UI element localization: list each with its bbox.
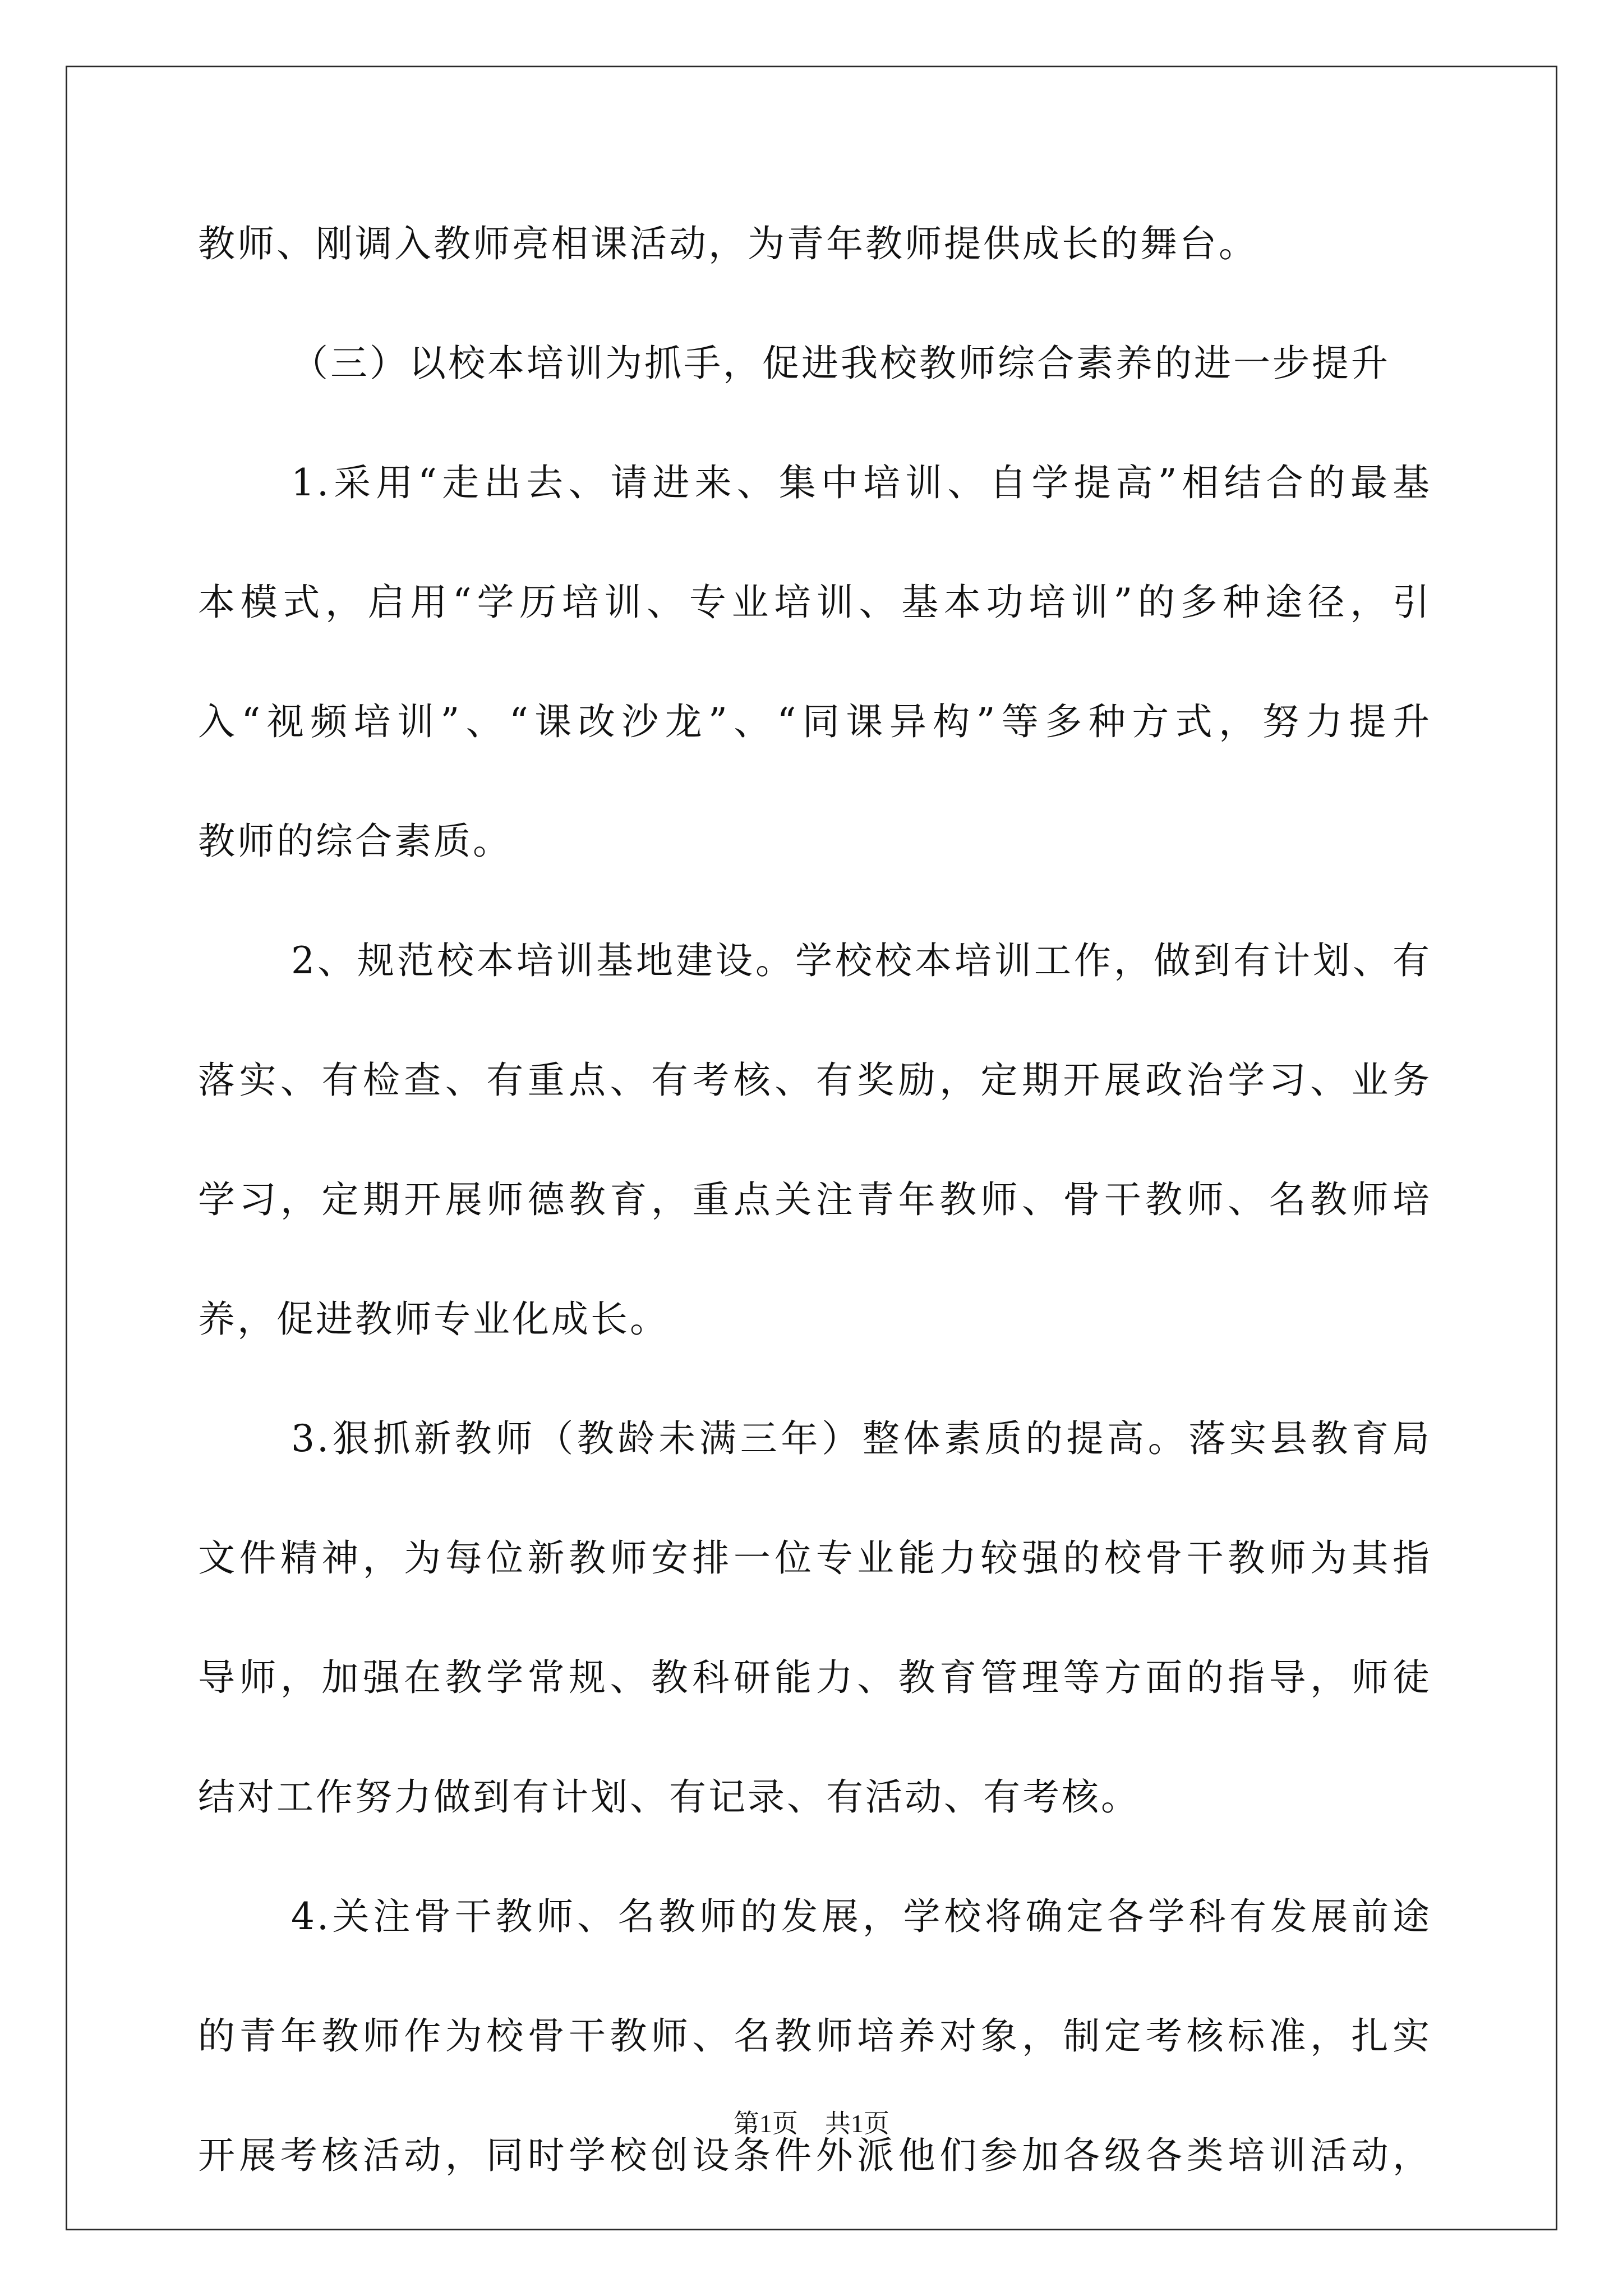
text-line: 文件精神，为每位新教师安排一位专业能力较强的校骨干教师为其指: [198, 1536, 1432, 1580]
text-line: 教师、刚调入教师亮相课活动，为青年教师提供成长的舞台。: [198, 222, 1258, 265]
text-line: 本模式，启用“学历培训、专业培训、基本功培训”的多种途径，引: [198, 581, 1432, 624]
document-body: [198, 216, 1432, 2247]
text-line: 入“视频培训”、“课改沙龙”、“同课异构”等多种方式，努力提升: [198, 700, 1432, 743]
page-footer: [0, 2107, 1623, 2141]
page-number: 第1页: [734, 2109, 798, 2138]
page-total: 共1页: [825, 2109, 889, 2138]
text-line: 3.狠抓新教师（教龄未满三年）整体素质的提高。落实县教育局: [291, 1417, 1432, 1460]
text-line: 教师的综合素质。: [198, 820, 512, 863]
text-line: 结对工作努力做到有计划、有记录、有活动、有考核。: [198, 1775, 1140, 1819]
text-line: 4.关注骨干教师、名教师的发展，学校将确定各学科有发展前途: [291, 1895, 1432, 1938]
text-line: 开展考核活动，同时学校创设条件外派他们参加各级各类培训活动，: [198, 2134, 1432, 2177]
text-line: 的青年教师作为校骨干教师、名教师培养对象，制定考核标准，扎实: [198, 2014, 1432, 2058]
text-line: 落实、有检查、有重点、有考核、有奖励，定期开展政治学习、业务: [198, 1059, 1432, 1102]
text-line: 2、规范校本培训基地建设。学校校本培训工作，做到有计划、有: [291, 939, 1432, 982]
text-line: 1.采用“走出去、请进来、集中培训、自学提高”相结合的最基: [291, 461, 1432, 504]
text-line: 养，促进教师专业化成长。: [198, 1297, 669, 1341]
text-line: 学习，定期开展师德教育，重点关注青年教师、骨干教师、名教师培: [198, 1178, 1432, 1221]
section-heading: （三）以校本培训为抓手，促进我校教师综合素养的进一步提升: [291, 342, 1390, 385]
text-line: 导师，加强在教学常规、教科研能力、教育管理等方面的指导，师徒: [198, 1656, 1432, 1699]
